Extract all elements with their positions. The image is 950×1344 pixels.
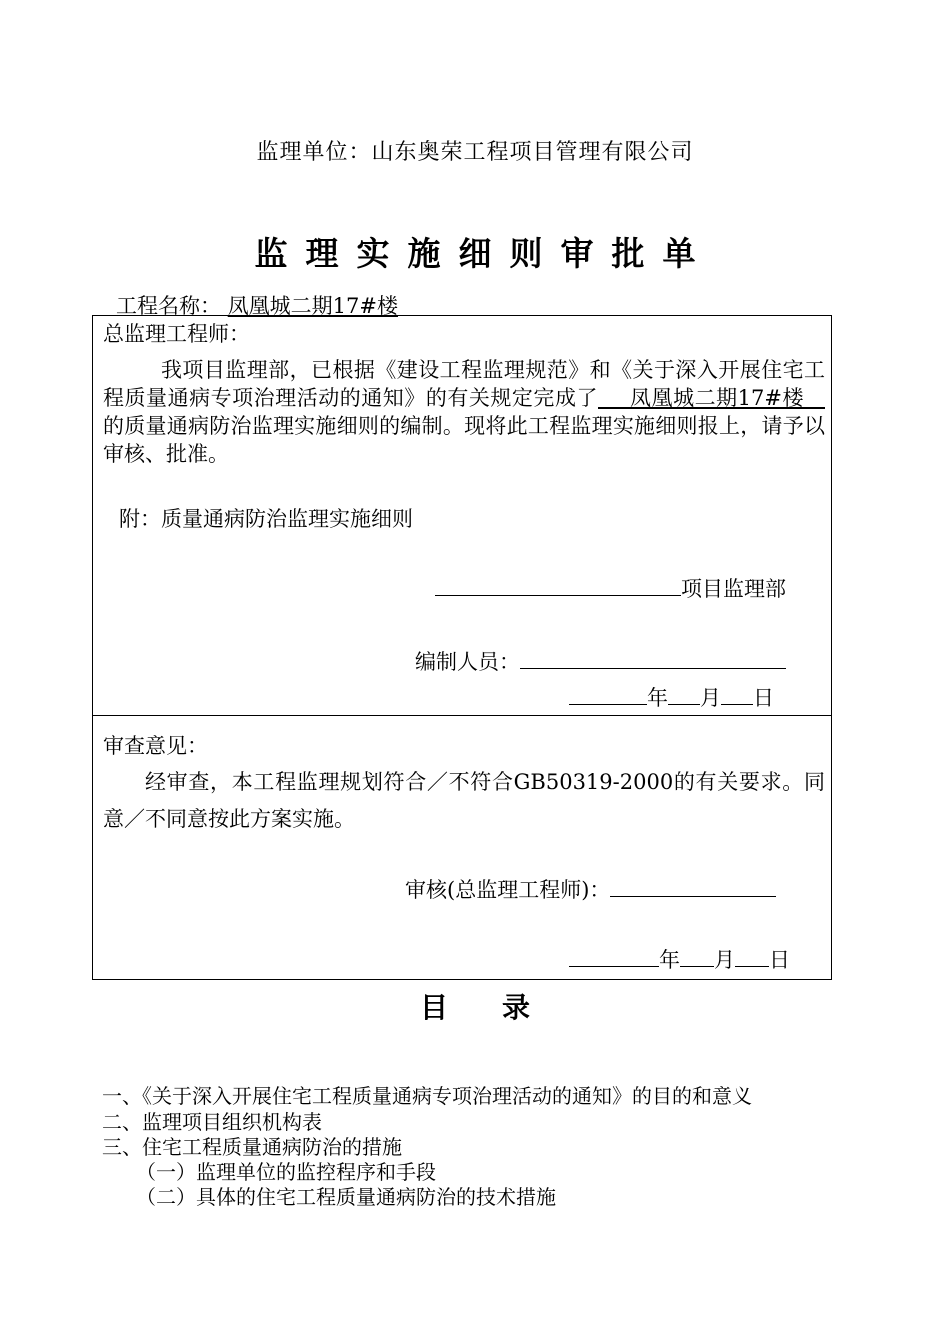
date-day-label: 日 (753, 686, 774, 710)
compiler-row (415, 646, 786, 676)
date-day-line (721, 686, 753, 705)
dept-label: 项目监理部 (681, 577, 786, 601)
toc-item: （一）监理单位的监控程序和手段 (136, 1160, 436, 1184)
document-title: 监理实施细则审批单 (254, 234, 714, 273)
date2-month-line (680, 948, 714, 967)
dept-signature-line (435, 577, 681, 596)
date-row-2 (569, 944, 790, 974)
submission-body-part1: 我项目监理部，已根据《建设工程监理规范》和《关于深入开展住宅工程质量通病专项治理活动的通知》的有关规定完成了 (103, 358, 825, 410)
date2-year-label: 年 (659, 948, 680, 972)
date2-year-line (569, 948, 659, 967)
date-row-1 (569, 682, 774, 712)
date-month-line (668, 686, 700, 705)
toc-item: 三、住宅工程质量通病防治的措施 (102, 1135, 402, 1159)
date2-day-line (735, 948, 769, 967)
review-body: 经审查，本工程监理规划符合／不符合GB50319-2000的有关要求。同意／不同意按此方案实施。 (103, 770, 825, 831)
submission-section (92, 315, 832, 716)
project-label: 工程名称： (116, 294, 221, 318)
submission-body-part2: 的质量通病防治监理实施细则的编制。现将此工程监理实施细则报上，请予以审核、批准。 (103, 414, 825, 466)
date-year-label: 年 (647, 686, 668, 710)
attachment-line: 附：质量通病防治监理实施细则 (119, 507, 413, 531)
toc-item: （二）具体的住宅工程质量通病防治的技术措施 (136, 1185, 556, 1209)
date2-month-label: 月 (714, 948, 735, 972)
submission-body-project: 凤凰城二期17#楼 (629, 386, 804, 410)
dept-signature-row (435, 573, 786, 603)
review-header: 审查意见： (103, 734, 208, 758)
compiler-label: 编制人员： (415, 650, 520, 674)
reviewer-label: 审核(总监理工程师)： (405, 878, 611, 902)
reviewer-signature-line (610, 878, 776, 897)
reviewer-row (405, 874, 776, 904)
toc-item: 一、《关于深入开展住宅工程质量通病专项治理活动的通知》的目的和意义 (102, 1084, 752, 1108)
toc-title: 目录 (419, 991, 584, 1024)
date-month-label: 月 (700, 686, 721, 710)
project-name: 凤凰城二期17#楼 (227, 294, 399, 318)
date2-day-label: 日 (769, 948, 790, 972)
toc-item: 二、监理项目组织机构表 (102, 1110, 322, 1134)
date-year-line (569, 686, 647, 705)
compiler-line (520, 650, 786, 669)
supervision-unit: 监理单位：山东奥荣工程项目管理有限公司 (256, 140, 694, 165)
chief-engineer-header: 总监理工程师： (103, 322, 250, 346)
review-section (92, 715, 832, 980)
submission-body (103, 356, 825, 468)
